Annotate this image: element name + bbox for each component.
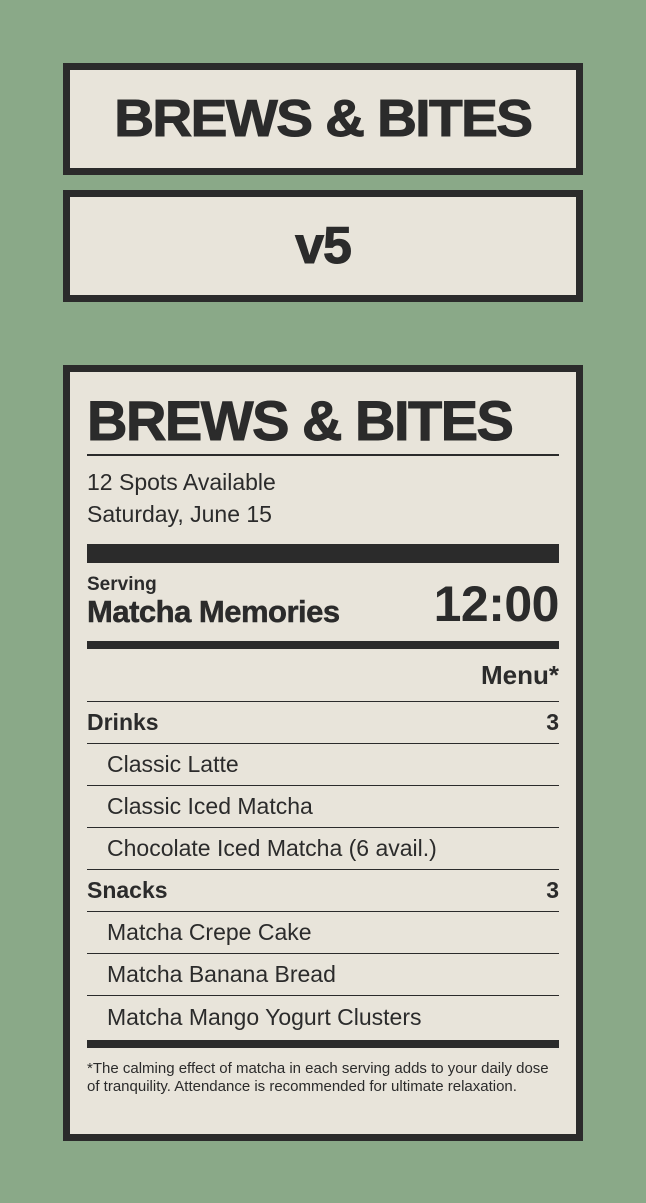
category-row-drinks	[87, 702, 559, 744]
serving-row	[87, 563, 559, 641]
list-item	[87, 744, 559, 786]
page-title: BREWS & BITES	[114, 90, 532, 148]
version-banner	[63, 190, 583, 302]
event-time: 12:00	[433, 576, 559, 632]
menu-item-label: Matcha Crepe Cake	[107, 919, 312, 945]
title-banner	[63, 63, 583, 175]
bottom-divider	[87, 1040, 559, 1048]
category-name: Drinks	[87, 709, 159, 735]
category-name: Snacks	[87, 877, 168, 903]
list-item	[87, 828, 559, 870]
menu-item-label: Classic Latte	[107, 751, 239, 777]
menu-item-label: Matcha Mango Yogurt Clusters	[107, 1003, 422, 1030]
label-brand: BREWS & BITES	[87, 390, 559, 456]
menu-item-label: Chocolate Iced Matcha (6 avail.)	[107, 835, 437, 861]
menu-list	[87, 702, 559, 1038]
serving-block	[87, 575, 340, 629]
spots-available: 12 Spots Available	[87, 469, 276, 495]
category-row-snacks	[87, 870, 559, 912]
nutrition-style-label	[63, 365, 583, 1141]
list-item	[87, 996, 559, 1038]
thick-divider	[87, 544, 559, 563]
version-label: v5	[295, 217, 351, 275]
serving-label: Serving	[87, 574, 157, 595]
list-item	[87, 954, 559, 996]
list-item	[87, 786, 559, 828]
category-count: 3	[546, 877, 559, 903]
footnote: *The calming effect of matcha in each serving adds to your daily dose of tranquility. Attendance is recommended for ultimate relaxation.	[87, 1060, 549, 1095]
list-item	[87, 912, 559, 954]
menu-header: Menu*	[87, 649, 559, 702]
event-date: Saturday, June 15	[87, 501, 272, 527]
menu-item-label: Matcha Banana Bread	[107, 961, 336, 987]
medium-divider	[87, 641, 559, 649]
category-count: 3	[546, 709, 559, 735]
event-info	[87, 456, 559, 530]
serving-name: Matcha Memories	[87, 594, 340, 629]
menu-item-label: Classic Iced Matcha	[107, 793, 313, 819]
